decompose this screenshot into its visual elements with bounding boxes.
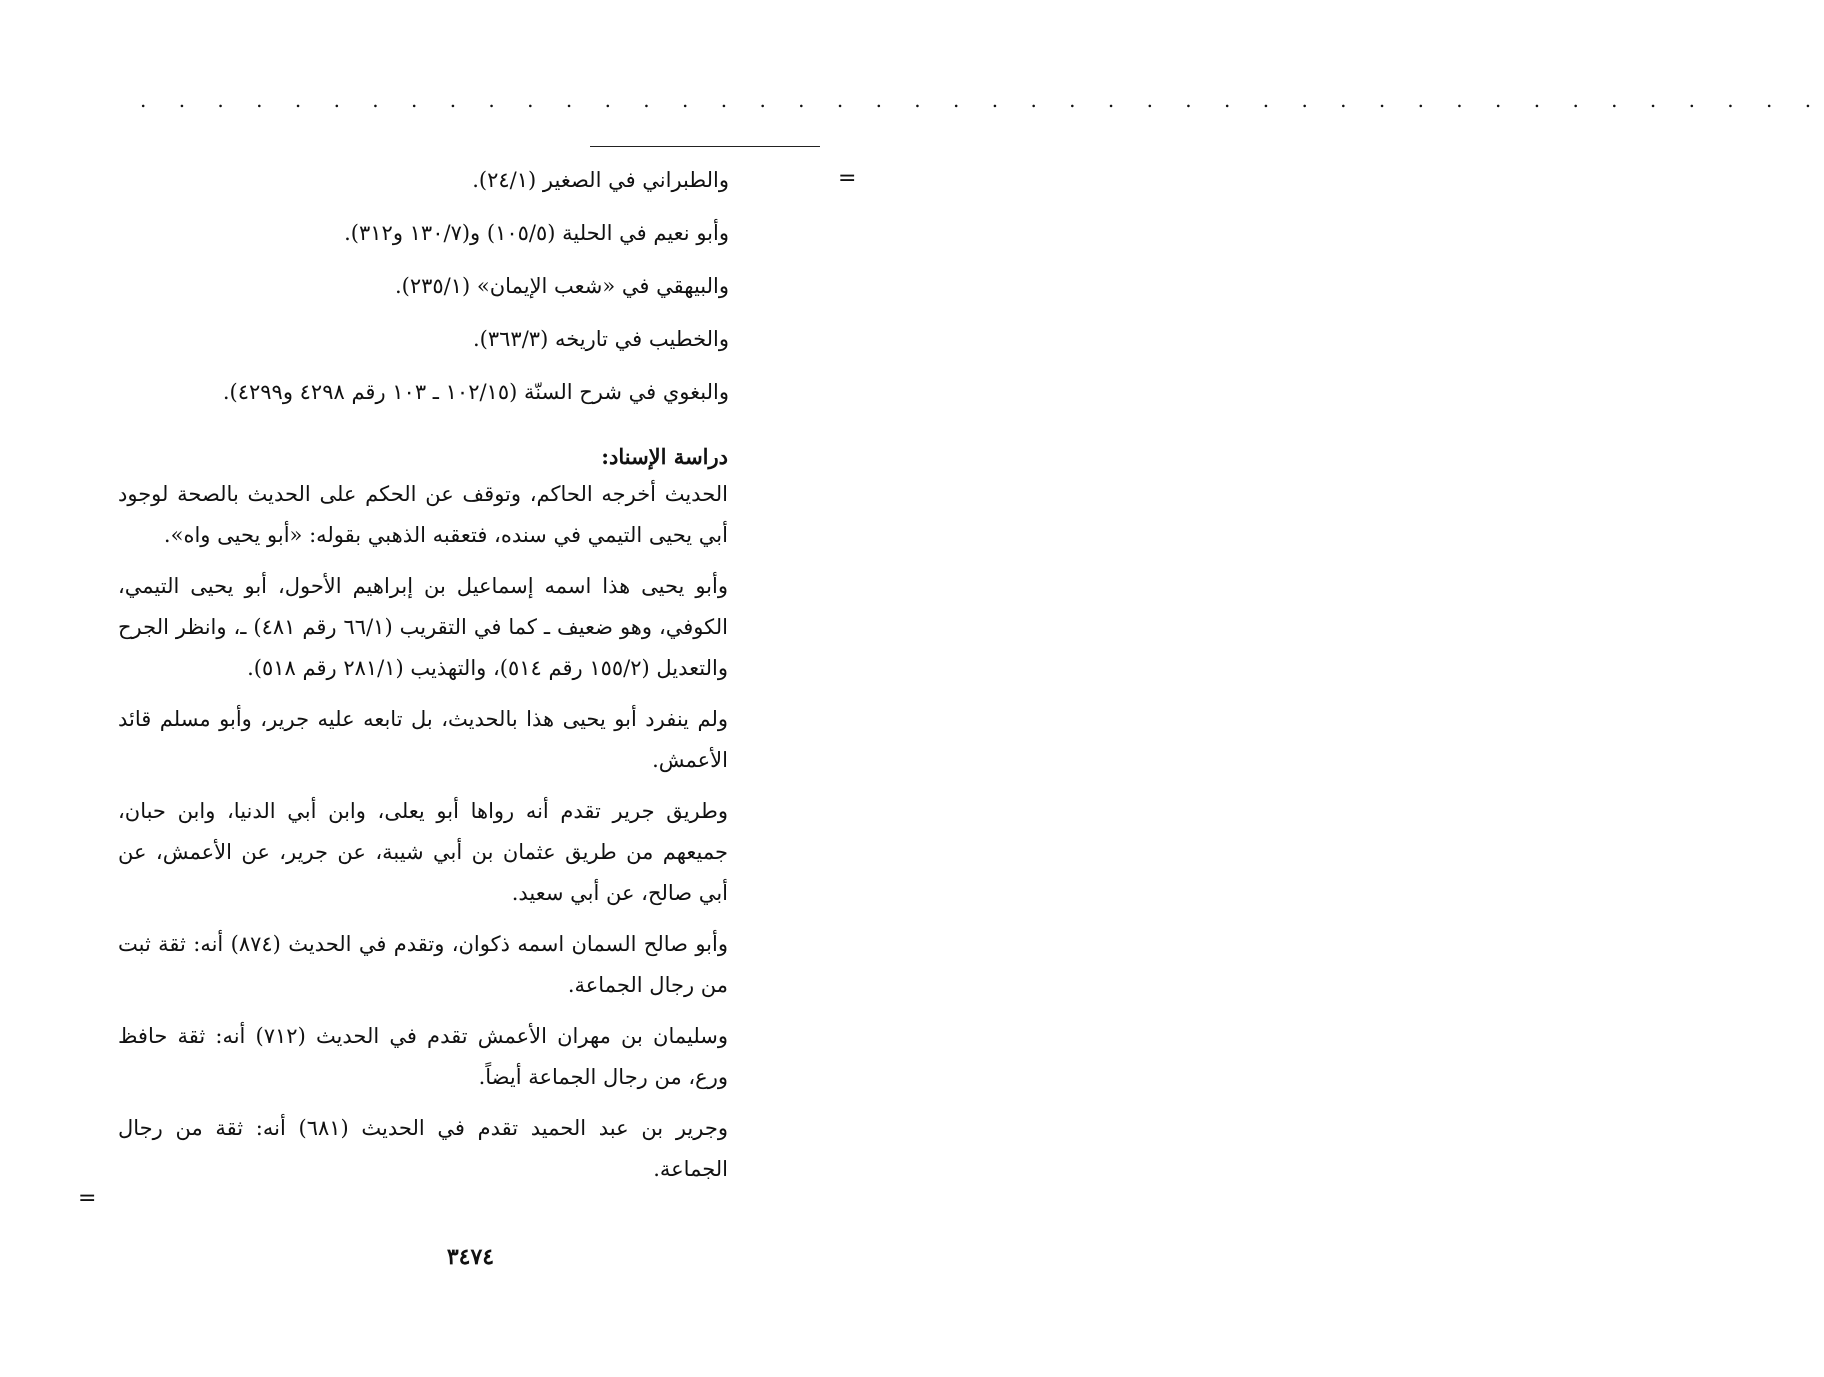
footnote-rule <box>590 146 820 147</box>
continuation-mark-bottom: = <box>78 1186 97 1211</box>
study-paragraph: وأبو صالح السمان اسمه ذكوان، وتقدم في الحديث (٨٧٤) أنه: ثقة ثبت من رجال الجماعة. <box>118 932 729 997</box>
reference-line: والخطيب في تاريخه (٣٦٣/٣). <box>473 327 729 351</box>
reference-line: والبغوي في شرح السنّة (١٠٢/١٥ ـ ١٠٣ رقم ٤٢٩٨ و٤٢٩٩). <box>222 380 729 404</box>
page-number: ٣٤٧٤ <box>446 1244 495 1270</box>
study-paragraph: وجرير بن عبد الحميد تقدم في الحديث (٦٨١) أنه: ثقة من رجال الجماعة. <box>118 1116 728 1181</box>
study-paragraph: الحديث أخرجه الحاكم، وتوقف عن الحكم على الحديث بالصحة لوجود أبي يحيى التيمي في سنده، فتعقبه الذهبي بقوله: «أبو يحيى واه». <box>118 482 728 547</box>
reference-line: والبيهقي في «شعب الإيمان» (٢٣٥/١). <box>394 274 729 298</box>
study-paragraph: ولم ينفرد أبو يحيى هذا بالحديث، بل تابعه عليه جرير، وأبو مسلم قائد الأعمش. <box>118 707 728 772</box>
dotted-separator: . . . . . . . . . . . . . . . . . . . . . . . . . . . . . . . . . . . . . . . . . . . . <box>140 88 1824 112</box>
section-heading: دراسة الإسناد: <box>601 444 728 469</box>
reference-line: وأبو نعيم في الحلية (١٠٥/٥) و(١٣٠/٧ و٣١٢). <box>344 221 729 245</box>
reference-line: والطبراني في الصغير (٢٤/١). <box>472 168 729 192</box>
isnad-study-section <box>118 440 728 1200</box>
continuation-mark-top: = <box>838 166 857 191</box>
study-paragraph: وسليمان بن مهران الأعمش تقدم في الحديث (٧١٢) أنه: ثقة حافظ ورع، من رجال الجماعة أيضاً. <box>118 1024 729 1089</box>
study-paragraph: وطريق جرير تقدم أنه رواها أبو يعلى، وابن أبي الدنيا، وابن حبان، جميعهم من طريق عثمان بن أبي شيبة، عن جرير، عن الأعمش، عن أبي صالح، عن أبي سعيد. <box>118 799 728 905</box>
reference-list <box>109 158 729 423</box>
study-paragraph: وأبو يحيى هذا اسمه إسماعيل بن إبراهيم الأحول، أبو يحيى التيمي، الكوفي، وهو ضعيف ـ كما في التقريب (٦٦/١ رقم ٤٨١) ـ، وانظر الجرح والتعديل (١٥٥/٢ رقم ٥١٤)، والتهذيب (٢٨١/١ رقم ٥١٨). <box>118 574 728 680</box>
